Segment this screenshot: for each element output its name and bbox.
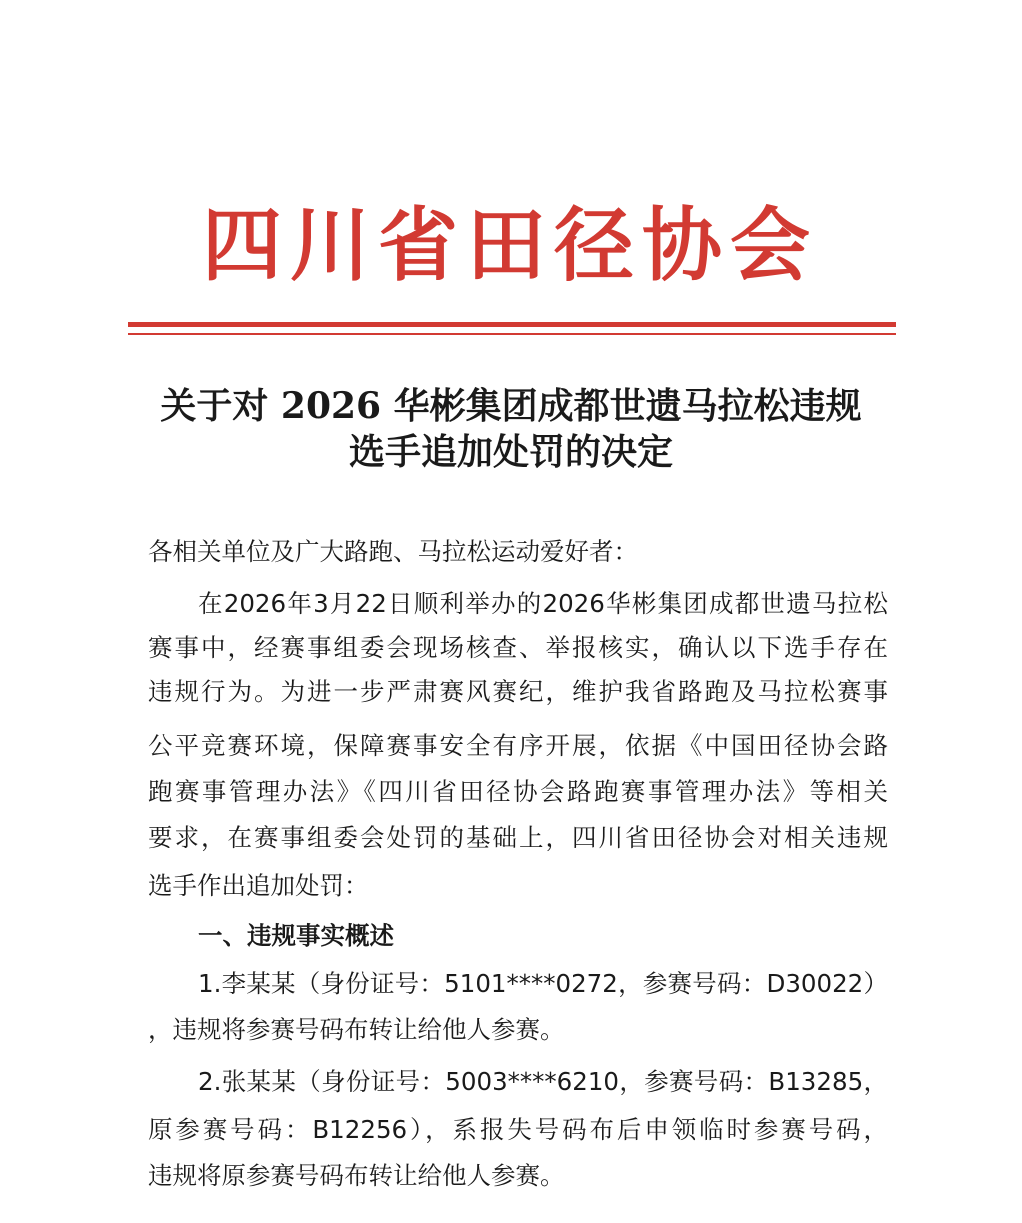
document-title-line-2: 选手追加处罚的决定 bbox=[348, 431, 673, 473]
intro-paragraph-line: 违规行为。为进一步严肃赛风赛纪，维护我省路跑及马拉松赛事 bbox=[148, 677, 888, 706]
violation-item-2-line: 2.张某某（身份证号：5003****6210，参赛号码：B13285， bbox=[198, 1067, 888, 1096]
salutation: 各相关单位及广大路跑、马拉松运动爱好者： bbox=[148, 537, 638, 566]
section-heading-1: 一、违规事实概述 bbox=[198, 921, 394, 950]
intro-paragraph-line: 在2026年3月22日顺利举办的2026华彬集团成都世遗马拉松 bbox=[198, 589, 888, 618]
org-letterhead: 四川省田径协会 bbox=[202, 199, 818, 292]
violation-item-2-line: 违规将原参赛号码布转让给他人参赛。 bbox=[148, 1161, 565, 1190]
violation-item-2-line: 原参赛号码：B12256），系报失号码布后申领临时参赛号码， bbox=[148, 1115, 888, 1144]
letterhead-red-rule-thin bbox=[128, 333, 896, 335]
intro-paragraph-line: 要求，在赛事组委会处罚的基础上，四川省田径协会对相关违规 bbox=[148, 823, 888, 852]
letterhead-red-rule-thick bbox=[128, 322, 896, 327]
intro-paragraph-line: 跑赛事管理办法》《四川省田径协会路跑赛事管理办法》等相关 bbox=[148, 777, 888, 806]
violation-item-1-line: 1.李某某（身份证号：5101****0272，参赛号码：D30022） bbox=[198, 969, 888, 998]
document-title-line-1: 关于对 2026 华彬集团成都世遗马拉松违规 bbox=[160, 385, 862, 427]
intro-paragraph-line: 选手作出追加处罚： bbox=[148, 871, 369, 900]
intro-paragraph-line: 公平竞赛环境，保障赛事安全有序开展，依据《中国田径协会路 bbox=[148, 731, 888, 760]
violation-item-1-line: ，违规将参赛号码布转让给他人参赛。 bbox=[148, 1015, 565, 1044]
intro-paragraph-line: 赛事中，经赛事组委会现场核查、举报核实，确认以下选手存在 bbox=[148, 633, 888, 662]
